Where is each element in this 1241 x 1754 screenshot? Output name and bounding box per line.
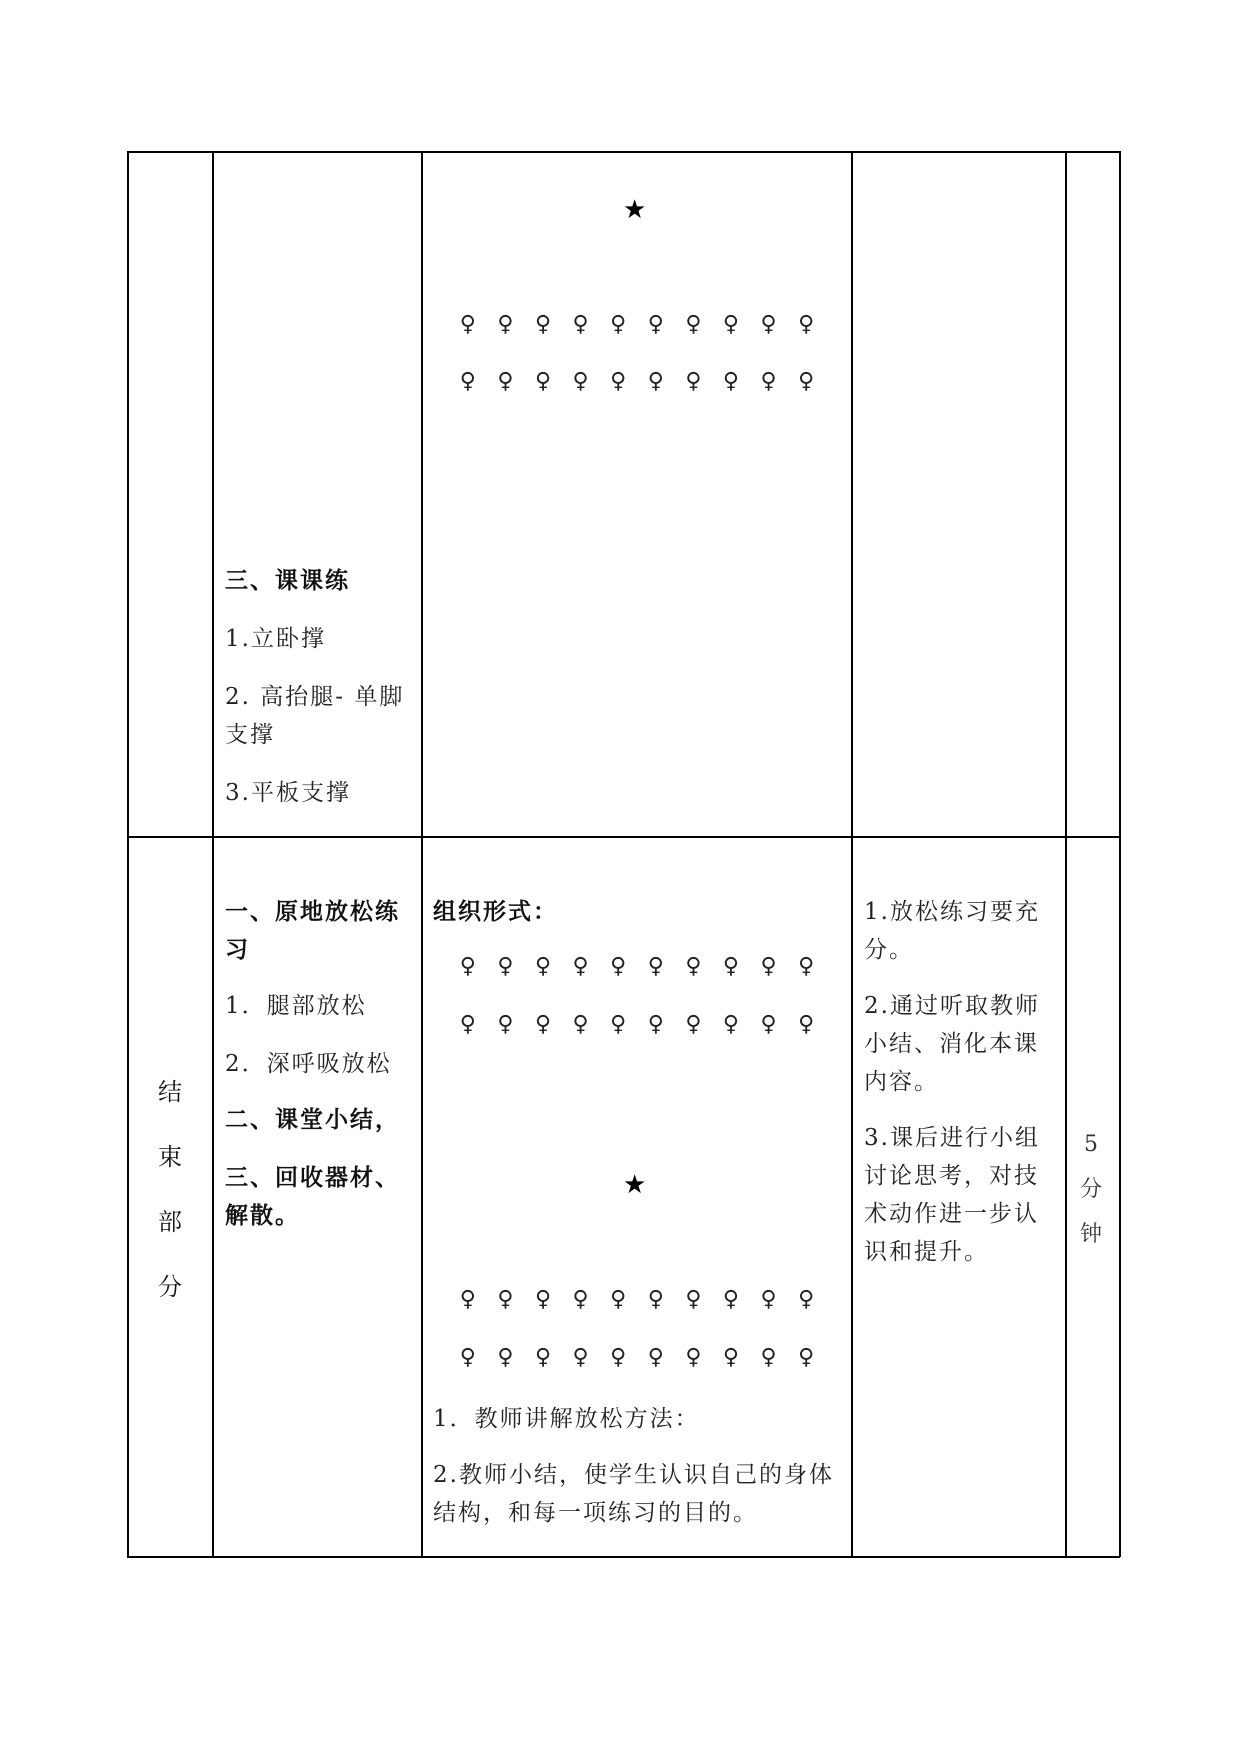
student-icon: ♀ — [610, 369, 627, 394]
requirement-item: 3.课后进行小组讨论思考，对技术动作进一步认识和提升。 — [864, 1125, 1040, 1265]
student-icon: ♀ — [685, 1012, 702, 1037]
requirement-item: 2.通过听取教师小结、消化本课内容。 — [864, 993, 1040, 1095]
student-icon: ♀ — [610, 954, 627, 979]
student-icon: ♀ — [722, 1012, 739, 1037]
student-icon: ♀ — [610, 1287, 627, 1312]
relax-heading: 一、原地放松练习 — [225, 898, 400, 963]
student-row-2 — [449, 369, 825, 394]
section-label-char: 结 — [158, 1078, 182, 1106]
formation-row — [449, 369, 829, 399]
table-column-divider — [851, 151, 853, 1557]
exercise-item: 1.立卧撑 — [225, 626, 326, 652]
section-label-char: 分 — [158, 1273, 182, 1301]
student-icon: ♀ — [685, 1287, 702, 1312]
student-icon: ♀ — [534, 1345, 552, 1370]
table-row-divider — [127, 836, 1120, 838]
table-column-divider — [1065, 151, 1067, 1557]
student-icon: ♀ — [647, 1345, 664, 1370]
formation-row — [449, 1287, 829, 1317]
formation-row — [449, 312, 829, 342]
student-icon: ♀ — [760, 369, 777, 394]
student-icon: ♀ — [497, 369, 514, 394]
table-bottom-border — [127, 1556, 1120, 1558]
student-icon: ♀ — [798, 1287, 815, 1312]
relax-item: 2．深呼吸放松 — [225, 1051, 392, 1077]
time-char: 5 — [1084, 1132, 1098, 1157]
student-icon: ♀ — [685, 1345, 702, 1370]
student-icon: ♀ — [572, 312, 589, 337]
requirements-cell — [864, 893, 1056, 1271]
section-label-char: 束 — [158, 1143, 182, 1171]
summary-heading: 二、课堂小结， — [225, 1106, 400, 1133]
student-icon: ♀ — [497, 1287, 514, 1312]
student-icon: ♀ — [497, 312, 514, 337]
exercise-heading: 三、课课练 — [225, 567, 350, 594]
student-icon: ♀ — [722, 1287, 739, 1312]
student-icon: ♀ — [760, 312, 777, 337]
org-form-label: 组织形式： — [433, 898, 558, 925]
end-content — [225, 893, 415, 1235]
formation-row — [449, 1012, 829, 1042]
student-icon: ♀ — [647, 954, 664, 979]
student-icon: ♀ — [572, 1345, 589, 1370]
table-column-divider — [212, 151, 214, 1557]
student-icon: ♀ — [459, 954, 476, 979]
student-icon: ♀ — [534, 369, 552, 394]
student-icon: ♀ — [685, 369, 702, 394]
student-icon: ♀ — [459, 312, 476, 337]
relax-item: 1．腿部放松 — [225, 993, 367, 1019]
student-icon: ♀ — [534, 954, 552, 979]
student-icon: ♀ — [798, 1012, 815, 1037]
student-icon: ♀ — [760, 1012, 777, 1037]
table-border-left — [127, 151, 129, 1557]
student-icon: ♀ — [572, 954, 589, 979]
student-icon: ♀ — [610, 1012, 627, 1037]
exercise-content — [225, 562, 415, 812]
student-icon: ♀ — [760, 1287, 777, 1312]
table-column-divider — [421, 151, 423, 1557]
student-icon: ♀ — [685, 954, 702, 979]
student-row-3 — [449, 954, 825, 979]
student-row-5 — [449, 1287, 825, 1312]
student-icon: ♀ — [647, 1012, 664, 1037]
student-icon: ♀ — [497, 954, 514, 979]
teacher-star-icon: ★ — [623, 1170, 647, 1200]
student-icon: ♀ — [534, 1012, 552, 1037]
formation-row — [449, 954, 829, 984]
student-icon: ♀ — [647, 312, 664, 337]
student-row-1 — [449, 312, 825, 337]
student-icon: ♀ — [572, 1012, 589, 1037]
student-icon: ♀ — [610, 1345, 627, 1370]
student-icon: ♀ — [572, 369, 589, 394]
table-border-right — [1119, 151, 1121, 1557]
method-cell — [433, 1400, 843, 1532]
section-label-char: 部 — [158, 1208, 182, 1236]
student-icon: ♀ — [722, 369, 739, 394]
student-icon: ♀ — [760, 954, 777, 979]
student-icon: ♀ — [534, 312, 552, 337]
student-icon: ♀ — [459, 369, 476, 394]
time-char: 分 — [1079, 1177, 1102, 1202]
student-icon: ♀ — [647, 1287, 664, 1312]
method-item: 2.教师小结，使学生认识自己的身体结构，和每一项练习的目的。 — [433, 1462, 834, 1526]
student-row-4 — [449, 1012, 825, 1037]
student-icon: ♀ — [798, 954, 815, 979]
student-icon: ♀ — [722, 1345, 739, 1370]
student-icon: ♀ — [497, 1345, 514, 1370]
org-label-cell — [433, 893, 843, 931]
student-icon: ♀ — [534, 1287, 552, 1312]
student-icon: ♀ — [459, 1345, 476, 1370]
formation-row — [449, 1345, 829, 1375]
time-char: 钟 — [1079, 1222, 1102, 1247]
student-icon: ♀ — [685, 312, 702, 337]
student-icon: ♀ — [798, 369, 815, 394]
teacher-star-icon: ★ — [623, 195, 647, 225]
student-icon: ♀ — [497, 1012, 514, 1037]
student-icon: ♀ — [647, 369, 664, 394]
dismiss-heading: 三、回收器材、解散。 — [225, 1164, 400, 1229]
student-icon: ♀ — [572, 1287, 589, 1312]
exercise-item: 2. 高抬腿- 单脚支撑 — [225, 684, 405, 748]
section-label-vertical — [157, 1060, 183, 1320]
student-row-6 — [449, 1345, 825, 1370]
student-icon: ♀ — [798, 1345, 815, 1370]
table-top-border — [127, 151, 1120, 153]
student-icon: ♀ — [610, 312, 627, 337]
student-icon: ♀ — [798, 312, 815, 337]
method-item: 1．教师讲解放松方法： — [433, 1406, 700, 1432]
student-icon: ♀ — [722, 954, 739, 979]
exercise-item: 3.平板支撑 — [225, 780, 351, 806]
student-icon: ♀ — [459, 1012, 476, 1037]
requirement-item: 1.放松练习要充分。 — [864, 899, 1040, 963]
time-allocation — [1078, 1122, 1104, 1257]
student-icon: ♀ — [722, 312, 739, 337]
student-icon: ♀ — [760, 1345, 777, 1370]
student-icon: ♀ — [459, 1287, 476, 1312]
